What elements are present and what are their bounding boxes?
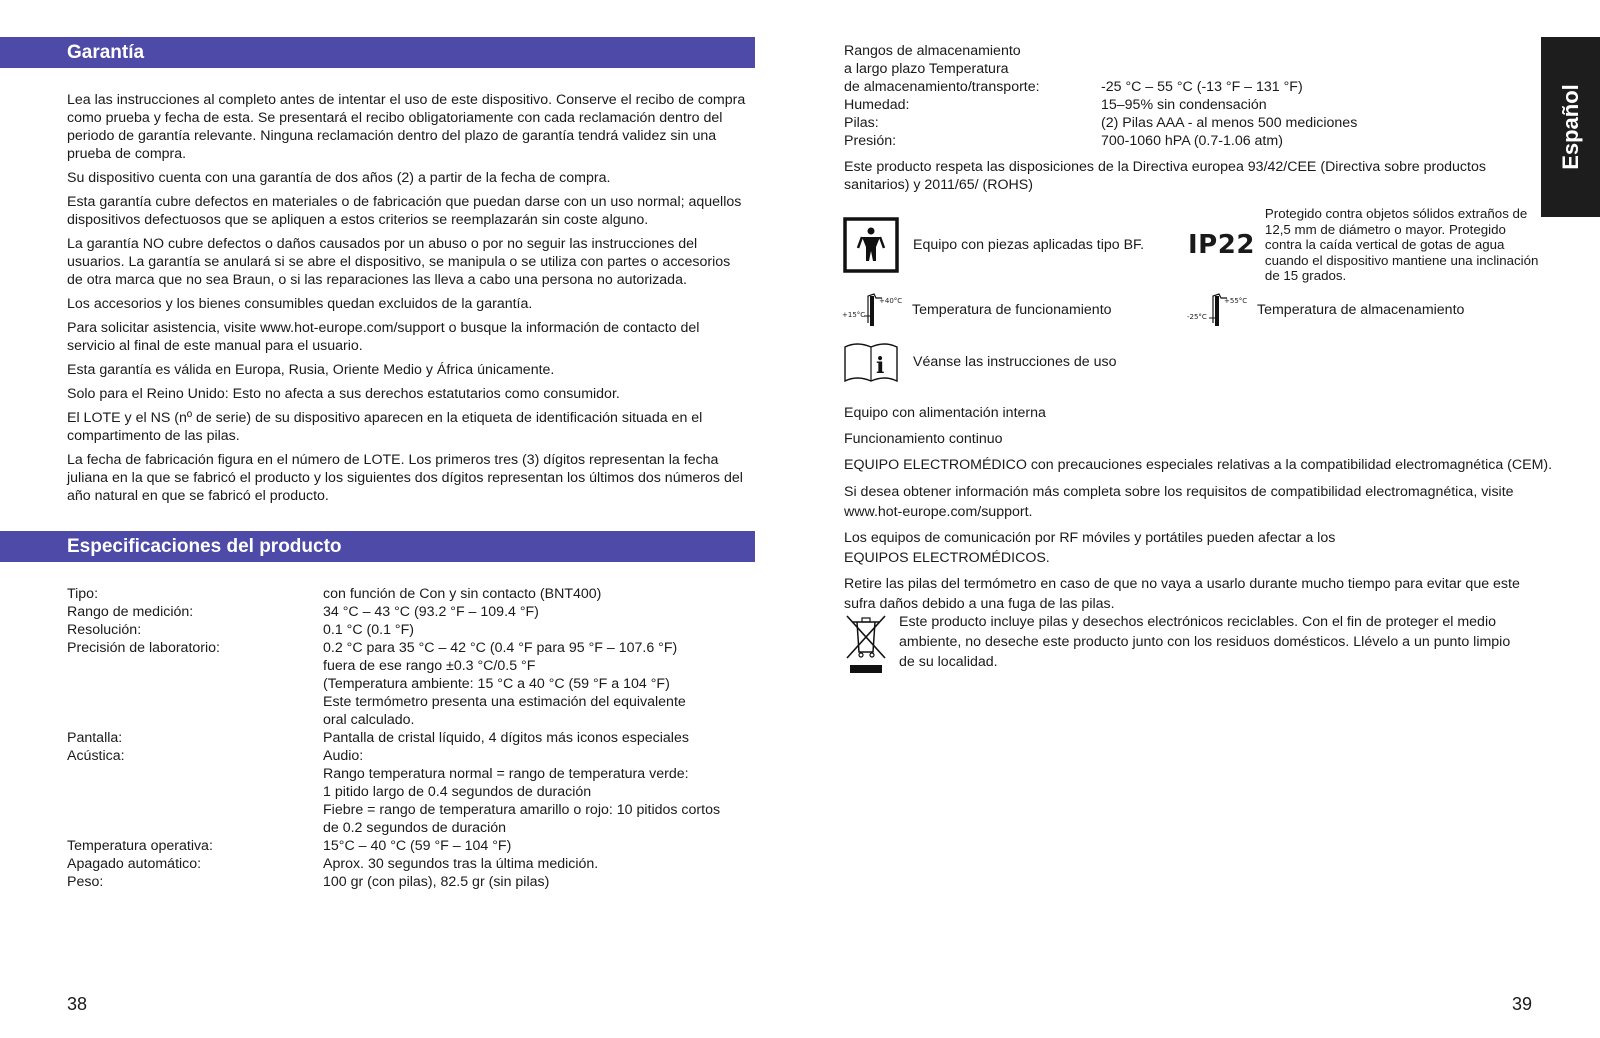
storage-key: a largo plazo Temperatura — [844, 61, 1009, 77]
spec-row — [67, 837, 743, 855]
op-temp-label: Temperatura de funcionamiento — [912, 302, 1112, 318]
storage-row — [844, 42, 1357, 60]
spec-value — [323, 873, 743, 891]
warranty-paragraph: Solo para el Reino Unido: Esto no afecta a sus derechos estatutarios como consumidor. — [67, 386, 620, 402]
storage-temp-row — [1187, 290, 1464, 330]
store-temp-low-label: -25°C — [1187, 313, 1207, 321]
warranty-paragraph: La garantía NO cubre defectos o daños causados por un abuso o por no seguir las instrucciones del usuarios. La garantía se anulará si se abre el dispositivo, se manipula o se utiliza con partes o accesorios de otra marca que no sea Braun, o si las reparaciones las lleva a cabo una persona no autorizada. — [67, 236, 731, 288]
warranty-paragraph: Esta garantía cubre defectos en materiales o de fabricación que puedan darse con un uso normal; aquellos dispositivos defectuosos que se apliquen a estos criterios se reemplazarán sin coste alguno. — [67, 194, 742, 228]
warranty-paragraph: El LOTE y el NS (nº de serie) de su dispositivo aparecen en la etiqueta de identificación situada en el compartimento de las pilas. — [67, 410, 703, 444]
spec-key: Acústica: — [67, 748, 125, 764]
note-paragraph: EQUIPO ELECTROMÉDICO con precauciones especiales relativas a la compatibilidad electromagnética (CEM). — [844, 457, 1553, 473]
spec-value — [323, 855, 743, 873]
operating-temperature-icon — [842, 290, 904, 330]
storage-key: Humedad: — [844, 97, 910, 113]
svg-text:i: i — [876, 353, 885, 379]
book-info-icon — [843, 339, 899, 385]
spec-row — [67, 639, 743, 729]
storage-value: 15–95% sin condensación — [1101, 97, 1267, 113]
spec-value-line: Audio: — [323, 748, 364, 764]
ip22-description: Protegido contra objetos sólidos extraños de 12,5 mm de diámetro o mayor. Protegido contra la caída vertical de gotas de agua cuando el dispositivo mantiene una inclinación de 15 grados. — [1264, 206, 1539, 283]
warranty-paragraph: Su dispositivo cuenta con una garantía de dos años (2) a partir de la fecha de compra. — [67, 170, 611, 186]
spec-row — [67, 621, 743, 639]
spec-value — [323, 639, 743, 729]
storage-temperature-icon — [1187, 290, 1249, 330]
spec-key: Pantalla: — [67, 730, 123, 746]
storage-row — [844, 132, 1357, 150]
storage-key: de almacenamiento/transporte: — [844, 79, 1040, 95]
directive-paragraph: Este producto respeta las disposiciones de la Directiva europea 93/42/CEE (Directiva sobre productos sanitarios) y 2011/65/ (ROHS) — [844, 159, 1486, 193]
spec-value-line: Fiebre = rango de temperatura amarillo o rojo: 10 pitidos cortos — [323, 802, 721, 818]
spec-value-line: fuera de ese rango ±0.3 °C/0.5 °F — [323, 658, 536, 674]
bf-label: Equipo con piezas aplicadas tipo BF. — [913, 237, 1145, 253]
instructions-label: Véanse las instrucciones de uso — [913, 354, 1117, 370]
warranty-paragraph: Lea las instrucciones al completo antes de intentar el uso de este dispositivo. Conserve el recibo de compra como prueba y fecha de esta. Se presentará el recibo obligatoriamente con cada reclamación dentro del periodo de garantía relevante. Ninguna reclamación dentro del plazo de garantía tendrá validez sin una prueba de compra. — [67, 92, 746, 162]
storage-row — [844, 78, 1357, 96]
warranty-paragraph: Los accesorios y los bienes consumibles quedan excluidos de la garantía. — [67, 296, 533, 312]
warranty-body — [67, 91, 747, 511]
spec-value — [323, 837, 743, 855]
spec-value-line: 0.1 °C (0.1 °F) — [323, 622, 414, 638]
specs-heading: Especificaciones del producto — [0, 531, 755, 562]
storage-key: Rangos de almacenamiento — [844, 43, 1021, 59]
storage-value: (2) Pilas AAA - al menos 500 mediciones — [1101, 115, 1358, 131]
op-temp-high-label: +40°C — [879, 297, 903, 305]
spec-value-line: de 0.2 segundos de duración — [323, 820, 507, 836]
note-paragraph: Si desea obtener información más completa sobre los requisitos de compatibilidad electromagnética, visite www.hot-europe.com/support. — [844, 484, 1514, 520]
op-temp-low-label: +15°C — [842, 311, 866, 319]
page-number-left: 38 — [67, 994, 88, 1014]
storage-key: Pilas: — [844, 115, 879, 131]
ip22-row — [1188, 206, 1545, 284]
spec-value-line: 1 pitido largo de 0.4 segundos de duración — [323, 784, 592, 800]
note-paragraph: Los equipos de comunicación por RF móviles y portátiles pueden afectar a los EQUIPOS ELECTROMÉDICOS. — [844, 530, 1336, 566]
spec-value-line: Aprox. 30 segundos tras la última medición. — [323, 856, 599, 872]
weee-row — [843, 612, 1519, 676]
page-number-right: 39 — [1512, 994, 1533, 1014]
spec-value-line: 34 °C – 43 °C (93.2 °F – 109.4 °F) — [323, 604, 539, 620]
storage-value: -25 °C – 55 °C (-13 °F – 131 °F) — [1101, 79, 1303, 95]
spec-value-line: 15°C – 40 °C (59 °F – 104 °F) — [323, 838, 512, 854]
spec-key: Peso: — [67, 874, 104, 890]
language-tab — [1541, 37, 1600, 217]
note-paragraph: Equipo con alimentación interna — [844, 405, 1046, 421]
spec-value-line: 0.2 °C para 35 °C – 42 °C (0.4 °F para 95 °F – 107.6 °F) — [323, 640, 678, 656]
specs-table — [67, 585, 743, 891]
language-tab-label: Español — [1557, 84, 1583, 170]
spec-value-line: Rango temperatura normal = rango de temperatura verde: — [323, 766, 689, 782]
store-temp-label: Temperatura de almacenamiento — [1257, 302, 1465, 318]
warranty-paragraph: Para solicitar asistencia, visite www.hot-europe.com/support o busque la información de contacto del servicio al final de este manual para el usuario. — [67, 320, 700, 354]
spec-key: Rango de medición: — [67, 604, 194, 620]
operating-temp-row — [842, 290, 1112, 330]
storage-specs — [844, 42, 1357, 150]
spec-row — [67, 585, 743, 603]
storage-value: 700-1060 hPA (0.7-1.06 atm) — [1101, 133, 1283, 149]
bf-type-icon — [843, 217, 899, 273]
spec-row — [67, 873, 743, 891]
instructions-row — [843, 339, 1116, 385]
directive-text — [844, 158, 1544, 200]
note-paragraph: Funcionamiento continuo — [844, 431, 1003, 447]
spec-row — [67, 729, 743, 747]
storage-row — [844, 114, 1357, 132]
spec-value-line: (Temperatura ambiente: 15 °C a 40 °C (59 °F a 104 °F) — [323, 676, 670, 692]
store-temp-high-label: +55°C — [1224, 297, 1248, 305]
spec-key: Tipo: — [67, 586, 99, 602]
weee-text: Este producto incluye pilas y desechos electrónicos reciclables. Con el fin de proteger el medio ambiente, no deseche este producto junto con los residuos domésticos. Llévelo a un punto limpio de su localidad. — [899, 614, 1511, 670]
warranty-paragraph: Esta garantía es válida en Europa, Rusia, Oriente Medio y África únicamente. — [67, 362, 555, 378]
spec-row — [67, 747, 743, 837]
storage-row — [844, 60, 1357, 78]
spec-value — [323, 603, 743, 621]
spec-value — [323, 747, 743, 837]
storage-row — [844, 96, 1357, 114]
spec-value — [323, 585, 743, 603]
spec-value-line: oral calculado. — [323, 712, 415, 728]
ip22-code: IP22 — [1188, 229, 1255, 260]
spec-value-line: 100 gr (con pilas), 82.5 gr (sin pilas) — [323, 874, 550, 890]
spec-key: Resolución: — [67, 622, 142, 638]
crossed-bin-icon — [843, 612, 889, 676]
warranty-paragraph: La fecha de fabricación figura en el número de LOTE. Los primeros tres (3) dígitos representan la fecha juliana en la que se fabricó el producto y los siguientes dos dígitos representan los últimos dos números del año natural en que se fabricó el producto. — [67, 452, 743, 504]
warranty-heading: Garantía — [0, 37, 755, 68]
spec-row — [67, 603, 743, 621]
spec-key: Precisión de laboratorio: — [67, 640, 220, 656]
spec-value — [323, 729, 743, 747]
bf-symbol-row — [843, 217, 1144, 273]
spec-key: Temperatura operativa: — [67, 838, 213, 854]
electrical-notes — [844, 404, 1553, 620]
spec-key: Apagado automático: — [67, 856, 202, 872]
storage-key: Presión: — [844, 133, 897, 149]
note-paragraph: Retire las pilas del termómetro en caso de que no vaya a usarlo durante mucho tiempo para evitar que este sufra daños debido a una fuga de las pilas. — [844, 576, 1520, 612]
spec-value-line: con función de Con y sin contacto (BNT400) — [323, 586, 602, 602]
spec-value-line: Pantalla de cristal líquido, 4 dígitos más iconos especiales — [323, 730, 689, 746]
spec-value-line: Este termómetro presenta una estimación del equivalente — [323, 694, 686, 710]
spec-row — [67, 855, 743, 873]
spec-value — [323, 621, 743, 639]
